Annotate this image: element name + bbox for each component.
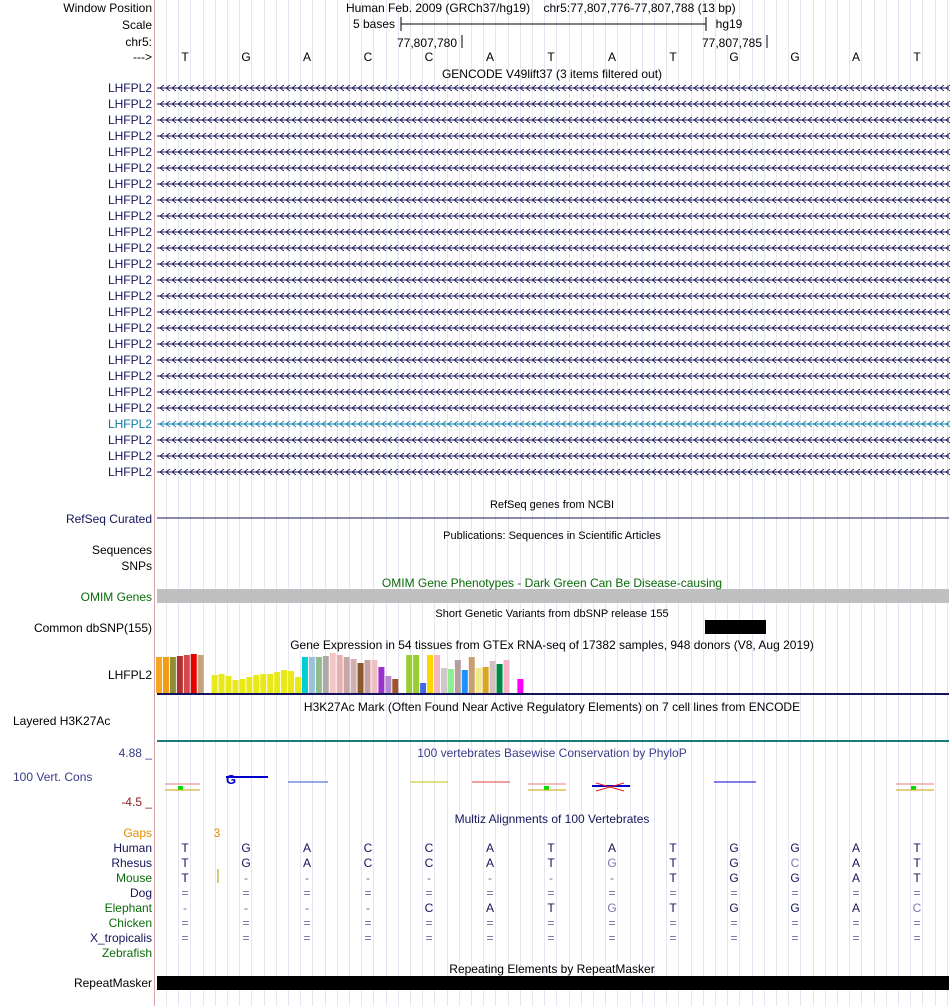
base-letter: T [669,50,677,64]
gencode-transcript-label[interactable]: LHFPL2 [107,209,152,223]
aligned-base: G [241,856,251,870]
repeatmasker-label[interactable]: RepeatMasker [73,976,152,990]
aligned-base: C [424,841,434,855]
position-tick-1: 77,807,780 [396,36,458,50]
aligned-base: = [425,886,433,900]
aligned-base: T [913,841,921,855]
aligned-base: = [242,931,250,945]
h3k27ac-title: H3K27Ac Mark (Often Found Near Active Regulatory Elements) on 7 cell lines from ENCODE [303,700,801,714]
aligned-base: - [305,871,309,885]
aligned-base: T [547,856,555,870]
aligned-base: G [241,841,251,855]
aligned-base: = [181,886,189,900]
gtex-tissue-bar[interactable] [504,660,510,693]
base-letter: A [485,50,495,64]
aligned-base: = [791,931,799,945]
aligned-base: = [669,916,677,930]
gtex-tissue-bar[interactable] [385,676,391,693]
gencode-transcript-label[interactable]: LHFPL2 [107,129,152,143]
aligned-base: A [302,841,312,855]
gtex-tissue-bar[interactable] [156,657,162,693]
publications-title: Publications: Sequences in Scientific Articles [443,530,661,542]
aligned-base: = [364,916,372,930]
gtex-tissue-bar[interactable] [198,655,204,693]
phylop-glyphs[interactable] [165,772,934,791]
aligned-base: A [302,856,312,870]
refseq-label[interactable]: RefSeq Curated [65,512,152,526]
aligned-base: C [912,901,922,915]
base-letter: T [547,50,555,64]
chrom-label: chr5: [125,35,152,49]
aligned-base: = [181,931,189,945]
gtex-tissue-bar[interactable] [274,672,280,693]
gtex-tissue-bar[interactable] [212,675,218,693]
aligned-base: T [547,841,555,855]
aligned-base: - [244,901,248,915]
gtex-tissue-bar[interactable] [170,657,176,693]
base-letter: G [241,50,251,64]
aligned-base: T [181,856,189,870]
aligned-base: C [363,841,373,855]
gtex-tissue-bar[interactable] [239,679,245,693]
aligned-base: = [303,931,311,945]
gtex-tissue-bar[interactable] [351,659,357,693]
base-letter: A [851,50,861,64]
gtex-tissue-bar[interactable] [260,674,266,693]
base-letter: T [913,50,921,64]
gencode-transcript-label[interactable]: LHFPL2 [107,81,152,95]
gtex-tissue-bar[interactable] [392,679,398,693]
refseq-title: RefSeq genes from NCBI [489,499,615,511]
aligned-base: - [244,871,248,885]
db-text: hg19 [715,17,743,31]
gencode-transcript-label[interactable]: LHFPL2 [107,289,152,303]
gencode-transcript-label[interactable]: LHFPL2 [107,353,152,367]
gencode-transcript-label[interactable]: LHFPL2 [107,257,152,271]
phylop-label[interactable]: 100 Vert. Cons [13,770,93,784]
gencode-transcript-label[interactable]: LHFPL2 [107,161,152,175]
dbsnp-label[interactable]: Common dbSNP(155) [33,621,152,635]
aligned-base: = [791,886,799,900]
gtex-label[interactable]: LHFPL2 [107,668,152,682]
aligned-base: T [913,856,921,870]
species-label[interactable]: Elephant [104,901,152,915]
gtex-tissue-bar[interactable] [177,656,183,693]
species-label[interactable]: Rhesus [111,856,152,870]
gencode-transcript-label[interactable]: LHFPL2 [107,465,152,479]
aligned-base: - [305,901,309,915]
dbsnp-title: Short Genetic Variants from dbSNP release 155 [435,608,669,620]
aligned-base: = [364,886,372,900]
species-label[interactable]: Human [113,841,152,855]
gtex-tissue-bar[interactable] [323,656,329,693]
gencode-transcript-label[interactable]: LHFPL2 [107,225,152,239]
gtex-tissue-bar[interactable] [219,674,225,693]
aligned-base: A [607,841,617,855]
gtex-tissue-bar[interactable] [316,657,322,693]
gtex-bars[interactable] [156,653,523,693]
aligned-base: = [303,886,311,900]
species-label[interactable]: Chicken [108,916,152,930]
aligned-base: A [851,856,861,870]
gencode-transcript-label[interactable]: LHFPL2 [107,433,152,447]
aligned-base: G [729,901,739,915]
species-label[interactable]: Zebrafish [101,946,152,960]
strand-label: ---> [133,50,152,64]
gencode-transcript-lines[interactable] [157,85,950,475]
aligned-base: - [610,871,614,885]
aligned-base: = [547,916,555,930]
gtex-tissue-bar[interactable] [184,655,190,693]
gtex-tissue-bar[interactable] [378,667,384,693]
aligned-base: = [486,931,494,945]
gencode-transcript-label[interactable]: LHFPL2 [107,369,152,383]
aligned-base: = [730,886,738,900]
gencode-transcript-label[interactable]: LHFPL2 [107,449,152,463]
multiz-title: Multiz Alignments of 100 Vertebrates [454,812,650,826]
species-label[interactable]: Dog [129,886,152,900]
aligned-base: = [852,916,860,930]
gtex-tissue-bar[interactable] [483,667,489,693]
base-letter: A [302,50,312,64]
gtex-tissue-bar[interactable] [226,676,232,693]
aligned-base: - [488,871,492,885]
gtex-tissue-bar[interactable] [309,657,315,693]
aligned-base: T [181,871,189,885]
aligned-base: C [424,856,434,870]
gtex-tissue-bar[interactable] [469,657,475,693]
omim-label[interactable]: OMIM Genes [80,590,152,604]
aligned-base: = [242,886,250,900]
gtex-tissue-bar[interactable] [288,671,294,693]
aligned-base: A [851,871,861,885]
aligned-base: = [913,931,921,945]
aligned-base: = [486,886,494,900]
h3k27ac-label[interactable]: Layered H3K27Ac [13,714,111,728]
aligned-base: = [364,931,372,945]
gtex-tissue-bar[interactable] [232,680,238,693]
omim-title: OMIM Gene Phenotypes - Dark Green Can Be Disease-causing [381,576,723,590]
base-letter: G [729,50,739,64]
gtex-tissue-bar[interactable] [365,660,371,693]
gtex-tissue-bar[interactable] [448,669,454,693]
svg-text:G: G [226,772,237,787]
aligned-base: = [852,886,860,900]
aligned-base: = [608,931,616,945]
gtex-tissue-bar[interactable] [434,655,440,693]
aligned-base: T [669,871,677,885]
aligned-base: = [242,916,250,930]
gtex-tissue-bar[interactable] [427,655,433,693]
gaps-value: 3 [213,826,221,840]
aligned-base: = [913,886,921,900]
aligned-base: A [485,901,495,915]
aligned-base: T [913,871,921,885]
gaps-label[interactable]: Gaps [123,826,152,840]
base-letter: A [607,50,617,64]
gencode-transcript-label[interactable]: LHFPL2 [107,241,152,255]
gtex-tissue-bar[interactable] [441,668,447,693]
aligned-base: = [303,916,311,930]
aligned-base: = [852,931,860,945]
gtex-tissue-bar[interactable] [420,683,426,693]
gencode-transcript-label[interactable]: LHFPL2 [107,113,152,127]
aligned-base: G [607,856,617,870]
gtex-tissue-bar[interactable] [191,654,197,693]
aligned-base: T [181,841,189,855]
gtex-tissue-bar[interactable] [246,677,252,693]
aligned-base: G [729,856,739,870]
aligned-base: C [363,856,373,870]
aligned-base: T [669,901,677,915]
aligned-base: = [486,916,494,930]
gtex-tissue-bar[interactable] [337,655,343,693]
gtex-tissue-bar[interactable] [476,668,482,693]
gtex-tissue-bar[interactable] [358,663,364,693]
aligned-base: C [424,901,434,915]
gtex-tissue-bar[interactable] [281,670,287,693]
scale-label: Scale [121,18,152,32]
gencode-transcript-label[interactable]: LHFPL2 [107,193,152,207]
aligned-base: - [366,901,370,915]
dbsnp-variant[interactable] [705,620,766,634]
gtex-tissue-bar[interactable] [490,661,496,693]
aligned-base: G [790,871,800,885]
aligned-base: G [729,841,739,855]
gtex-tissue-bar[interactable] [295,677,301,693]
gencode-transcript-label[interactable]: LHFPL2 [107,97,152,111]
aligned-base: G [607,901,617,915]
aligned-base: G [790,841,800,855]
aligned-base: G [729,871,739,885]
position-tick-2: 77,807,785 [701,36,763,50]
aligned-base: = [791,916,799,930]
phylop-min: -4.5 _ [121,795,152,809]
gencode-transcript-label[interactable]: LHFPL2 [107,417,152,431]
gtex-tissue-bar[interactable] [267,674,273,693]
gencode-transcript-label[interactable]: LHFPL2 [107,305,152,319]
repeatmasker-bar[interactable] [157,976,949,990]
phylop-title: 100 vertebrates Basewise Conservation by PhyloP [417,746,687,760]
aligned-base: A [851,901,861,915]
snps-label[interactable]: SNPs [121,559,152,573]
aligned-base: A [851,841,861,855]
repeatmasker-title: Repeating Elements by RepeatMasker [449,962,655,976]
scale-bar [401,17,767,48]
omim-bar[interactable] [157,589,949,603]
base-letter: C [424,50,434,64]
aligned-base: = [425,931,433,945]
gtex-tissue-bar[interactable] [517,679,523,693]
aligned-base: = [669,886,677,900]
gtex-tissue-bar[interactable] [253,675,259,693]
sequences-label[interactable]: Sequences [91,543,152,557]
aligned-base: T [547,901,555,915]
window-position-label: Window Position [63,1,152,15]
aligned-base: - [549,871,553,885]
gencode-transcript-label[interactable]: LHFPL2 [107,337,152,351]
gtex-tissue-bar[interactable] [497,664,503,693]
gtex-tissue-bar[interactable] [330,653,336,693]
gtex-tissue-bar[interactable] [371,660,377,693]
gencode-transcript-label[interactable]: LHFPL2 [107,273,152,287]
base-letter: T [181,50,189,64]
aligned-base: = [608,886,616,900]
aligned-base: C [790,856,800,870]
aligned-base: - [366,871,370,885]
aligned-base: G [790,901,800,915]
gencode-transcript-label[interactable]: LHFPL2 [107,177,152,191]
aligned-base: = [730,916,738,930]
gtex-tissue-bar[interactable] [406,655,412,693]
base-letter: C [363,50,373,64]
aligned-base: - [427,871,431,885]
gencode-transcript-label[interactable]: LHFPL2 [107,385,152,399]
gencode-transcript-label[interactable]: LHFPL2 [107,401,152,415]
gtex-tissue-bar[interactable] [302,657,308,693]
species-label[interactable]: X_tropicalis [89,931,152,945]
gtex-title: Gene Expression in 54 tissues from GTEx RNA-seq of 17382 samples, 948 donors (V8, Aug 2019) [290,638,814,652]
gtex-tissue-bar[interactable] [163,657,169,693]
aligned-base: = [730,931,738,945]
aligned-base: = [547,931,555,945]
gencode-transcript-label[interactable]: LHFPL2 [107,321,152,335]
aligned-base: - [183,901,187,915]
aligned-base: = [913,916,921,930]
gtex-tissue-bar[interactable] [413,655,419,693]
aligned-base: A [485,856,495,870]
assembly-name: Human Feb. 2009 (GRCh37/hg19) [346,1,531,15]
aligned-base: = [425,916,433,930]
species-label[interactable]: Mouse [115,871,152,885]
aligned-base: = [608,916,616,930]
aligned-base: = [669,931,677,945]
position-text: chr5:77,807,776-77,807,788 (13 bp) [543,1,736,15]
scale-text: 5 bases [352,17,396,31]
gencode-transcript-label[interactable]: LHFPL2 [107,145,152,159]
aligned-base: A [485,841,495,855]
aligned-base: = [181,916,189,930]
gtex-tissue-bar[interactable] [462,670,468,693]
gtex-tissue-bar[interactable] [455,660,461,693]
aligned-base: = [547,886,555,900]
aligned-base: T [669,841,677,855]
gtex-tissue-bar[interactable] [344,657,350,693]
base-letter: G [790,50,800,64]
phylop-max: 4.88 _ [118,746,152,760]
gencode-title: GENCODE V49lift37 (3 items filtered out) [441,67,663,81]
aligned-base: T [669,856,677,870]
